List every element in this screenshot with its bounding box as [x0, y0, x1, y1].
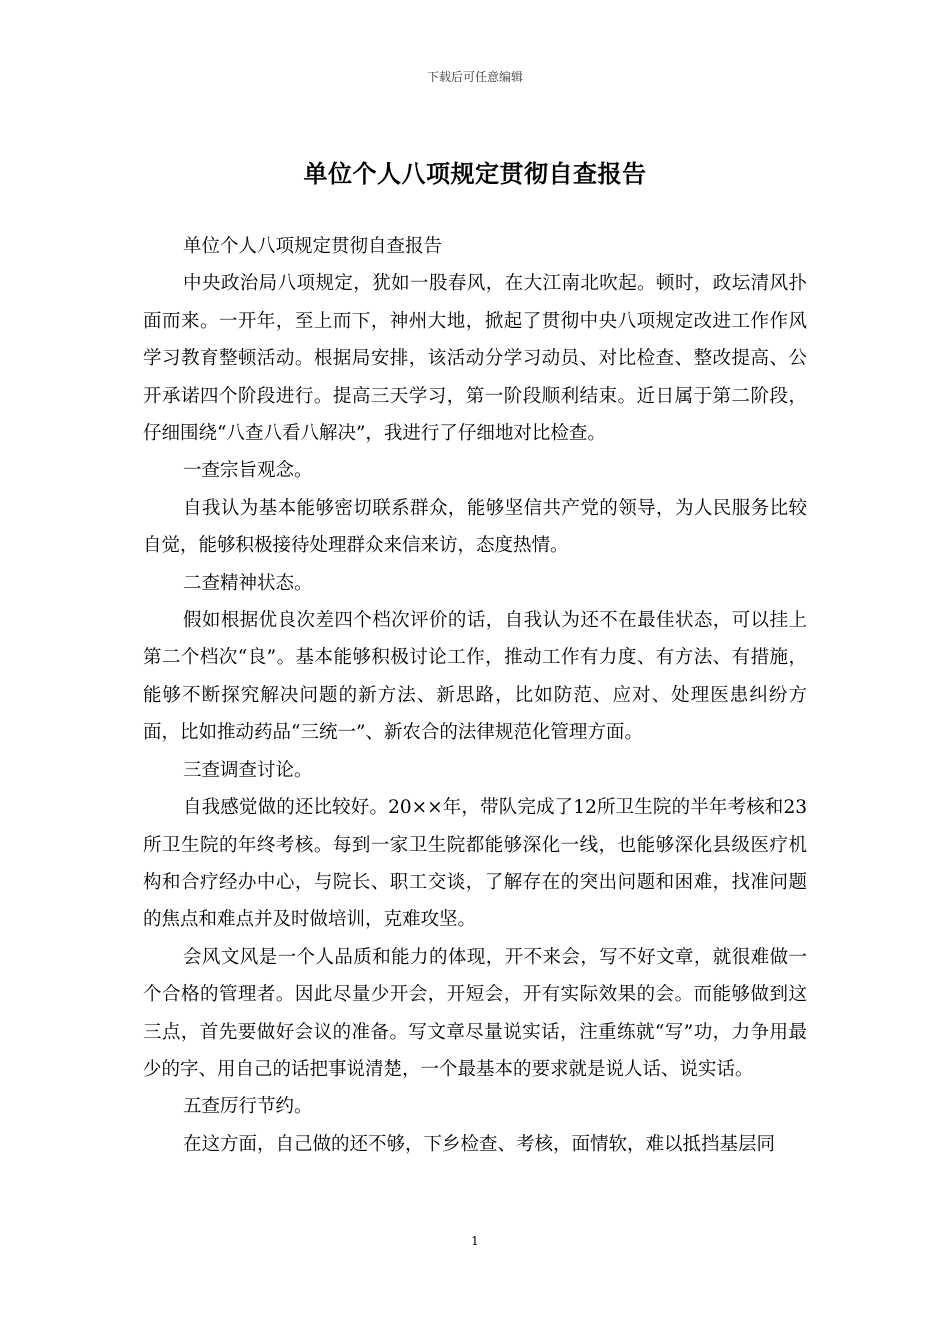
- paragraph-subtitle: 单位个人八项规定贯彻自查报告: [183, 236, 443, 257]
- paragraph-section-1: 自我认为基本能够密切联系群众，能够坚信共产党的领导，为人民服务比较自觉，能够积极接待处理群众来信来访，态度热情。: [143, 497, 807, 557]
- header-note: 下载后可任意编辑: [426, 70, 523, 84]
- document-title: 单位个人八项规定贯彻自查报告: [303, 159, 647, 188]
- paragraph-section-2: 假如根据优良次差四个档次评价的话，自我认为还不在最佳状态，可以挂上第二个档次“良”。基本能够积极讨论工作，推动工作有力度、有方法、有措施，能够不断探究解决问题的新方法、新思路，比如防范、应对、处理医患纠纷方面，比如推动药品“三统一”、新农合的法律规范化管理方面。: [143, 610, 807, 744]
- paragraph-section-3: 自我感觉做的还比较好。20××年，带队完成了12所卫生院的半年考核和23所卫生院的年终考核。每到一家卫生院都能够深化一线，也能够深化县级医疗机构和合疗经办中心，与院长、职工交谈，了解存在的突出问题和困难，找准问题的焦点和难点并及时做培训，克难攻坚。: [143, 797, 807, 931]
- document-body: [143, 228, 807, 1163]
- section-heading-1: 一查宗旨观念。: [183, 460, 313, 482]
- section-heading-2: 二查精神状态。: [183, 572, 313, 594]
- paragraph-meeting-style: 会风文风是一个人品质和能力的体现，开不来会，写不好文章，就很难做一个合格的管理者。因此尽量少开会，开短会，开有实际效果的会。而能够做到这三点，首先要做好会议的准备。写文章尽量说实话，注重练就“写”功，力争用最少的字、用自己的话把事说清楚，一个最基本的要求就是说人话、说实话。: [143, 946, 807, 1080]
- paragraph-intro: 中央政治局八项规定，犹如一股春风，在大江南北吹起。顿时，政坛清风扑面而来。一开年，至上而下，神州大地，掀起了贯彻中央八项规定改进工作作风学习教育整顿活动。根据局安排，该活动分学习动员、对比检查、整改提高、公开承诺四个阶段进行。提高三天学习，第一阶段顺利结束。近日属于第二阶段，仔细围绕“八查八看八解决”，我进行了仔细地对比检查。: [143, 273, 807, 445]
- page-number: 1: [471, 1234, 479, 1248]
- paragraph-section-5: 在这方面，自己做的还不够，下乡检查、考核，面情软，难以抵挡基层同: [183, 1133, 776, 1155]
- section-heading-3: 三查调查讨论。: [183, 759, 313, 781]
- section-heading-5: 五查厉行节约。: [183, 1096, 313, 1118]
